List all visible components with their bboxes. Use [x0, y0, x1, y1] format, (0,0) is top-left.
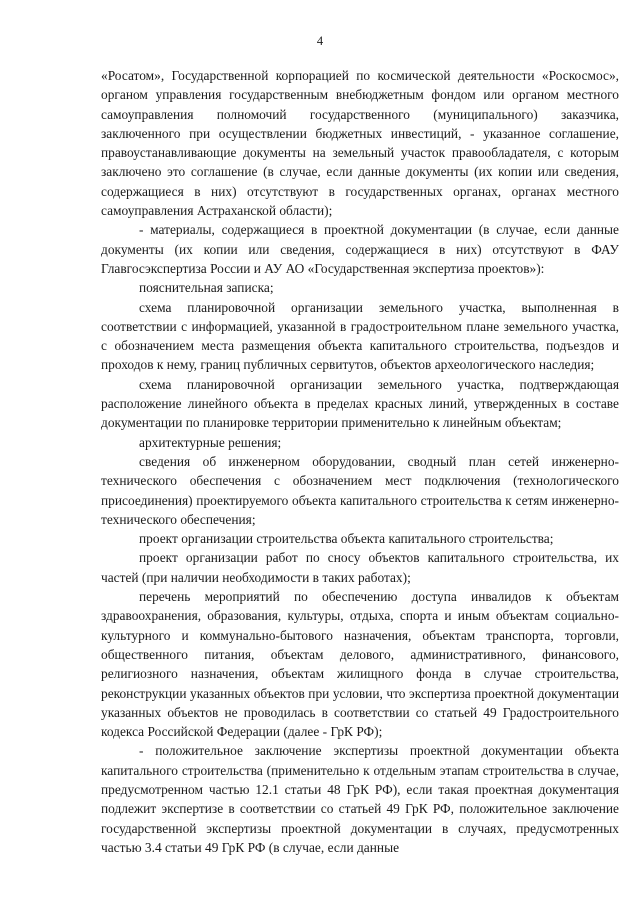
paragraph-demolition-organization: проект организации работ по сносу объектов капитального строительства, их частей (при наличии необходимости в таких работах); [101, 550, 619, 585]
paragraph-project-materials: - материалы, содержащиеся в проектной документации (в случае, если данные документы (их копии или сведения, содержащиеся в них) отсутствуют в ФАУ Главгосэкспертиза России и АУ АО «Государственная экспертиза проектов»): [101, 222, 619, 276]
paragraph-expertise-conclusion: - положительное заключение экспертизы проектной документации объекта капитального строительства (применительно к отдельным этапам строительства в случае, предусмотренном частью 12.1 статьи 48 ГрК РФ), если такая проектная документация подлежит экспертизе в соответствии со статьей 49 ГрК РФ, положительное заключение государственной экспертизы проектной документации в случаях, предусмотренных частью 3.4 статьи 49 ГрК РФ (в случае, если данные [101, 743, 619, 855]
paragraph-accessibility-measures: перечень мероприятий по обеспечению доступа инвалидов к объектам здравоохранения, образования, культуры, отдыха, спорта и иным объектам социально-культурного и коммунально-бытового назначения, объектам транспорта, торговли, общественного питания, объектам делового, административного, финансового, религиозного назначения, объектам жилищного фонда в случае строительства, реконструкции указанных объектов при условии, что экспертиза проектной документации указанных объектов не проводилась в соответствии со статьей 49 Градостроительного кодекса Российской Федерации (далее - ГрК РФ); [101, 589, 619, 740]
paragraph-linear-object-scheme: схема планировочной организации земельного участка, подтверждающая расположение линейного объекта в пределах красных линий, утвержденных в составе документации по планировке территории применительно к линейным объектам; [101, 376, 619, 431]
paragraph-engineering-equipment: сведения об инженерном оборудовании, сводный план сетей инженерно-технического обеспечения с обозначением мест подключения (технологического присоединения) проектируемого объекта капитального строительства к сетям инженерно-технического обеспечения; [101, 453, 619, 527]
paragraph-site-plan-scheme: схема планировочной организации земельного участка, выполненная в соответствии с информацией, указанной в градостроительном плане земельного участка, с обозначением места размещения объекта капитального строительства, подъездов и проходов к нему, границ публичных сервитутов, объектов археологического наследия; [101, 299, 619, 373]
paragraph-explanatory-note: пояснительная записка; [139, 280, 274, 296]
paragraph-architectural-solutions: архитектурные решения; [139, 434, 282, 450]
document-body [101, 66, 619, 857]
paragraph-continuation: «Росатом», Государственной корпорацией по космической деятельности «Роскосмос», органом управления государственным внебюджетным фондом или органом местного самоуправления полномочий государственного (муниципального) заказчика, заключенного при осуществлении бюджетных инвестиций, - указанное соглашение, правоустанавливающие документы на земельный участок правообладателя, с которым заключено это соглашение (в случае, если данные документы (их копии или сведения, содержащиеся в них) отсутствуют в государственных органах, органах местного самоуправления Астраханской области); [101, 68, 619, 219]
paragraph-construction-organization: проект организации строительства объекта капитального строительства; [139, 531, 554, 547]
page-number: 4 [316, 34, 324, 48]
